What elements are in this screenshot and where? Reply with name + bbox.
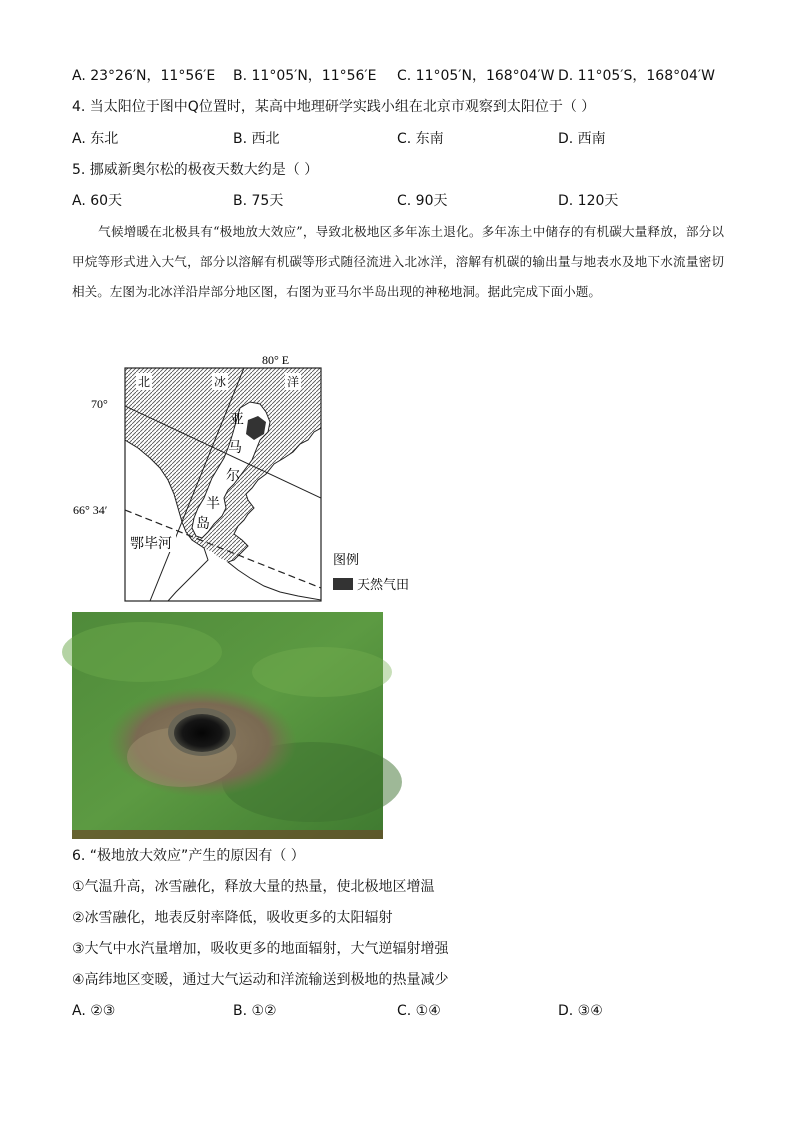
passage-text: 气候增暖在北极具有“极地放大效应”，导致北极地区多年冻土退化。多年冻土中储存的有机碳大量释放，部分以甲烷等形式进入大气，部分以溶解有机碳等形式随径流进入北冰洋，溶解有机碳的输出量与地表水及地下水流量密切相关。左图为北冰洋沿岸部分地区图，右图为亚马尔半岛出现的神秘地洞。据此完成下面小题。 xyxy=(72,224,724,299)
q5-option-d: D. 120天 xyxy=(558,193,619,209)
peninsula-label-2: 马 xyxy=(228,441,242,456)
river-label: 鄂毕河 xyxy=(130,537,172,552)
q5-stem: 5. 挪威新奥尔松的极夜天数大约是（ ） xyxy=(72,162,319,178)
q6-option-a: A. ②③ xyxy=(72,1003,116,1019)
legend-item: 天然气田 xyxy=(357,577,410,592)
q6-item-4: ④高纬地区变暖，通过大气运动和洋流输送到极地的热量减少 xyxy=(72,972,449,988)
reading-passage xyxy=(72,217,724,307)
q6-stem: 6. “极地放大效应”产生的原因有（ ） xyxy=(72,848,305,864)
legend-title: 图例 xyxy=(333,552,360,567)
q5-options xyxy=(72,191,732,211)
lat-label-66: 66° 34′ xyxy=(73,503,108,517)
lon-label-80e: 80° E xyxy=(262,353,290,367)
q4-option-b: B. 西北 xyxy=(233,131,280,147)
arctic-coast-map xyxy=(73,348,428,608)
peninsula-label-3: 尔 xyxy=(226,469,240,484)
ocean-label-3: 洋 xyxy=(287,375,300,389)
q5-option-b: B. 75天 xyxy=(233,193,284,209)
q4-stem: 4. 当太阳位于图中Q位置时，某高中地理研学实践小组在北京市观察到太阳位于（ ） xyxy=(72,99,596,115)
q6-item-1: ①气温升高，冰雪融化，释放大量的热量，使北极地区增温 xyxy=(72,879,435,895)
q6-option-c: C. ①④ xyxy=(397,1003,441,1019)
q4-option-d: D. 西南 xyxy=(558,131,606,147)
q3-option-d: D. 11°05′S，168°04′W xyxy=(558,68,715,84)
q3-option-c: C. 11°05′N，168°04′W xyxy=(397,68,555,84)
q6-item-2: ②冰雪融化，地表反射率降低，吸收更多的太阳辐射 xyxy=(72,910,393,926)
q4-option-a: A. 东北 xyxy=(72,131,119,147)
lat-label-70: 70° xyxy=(91,397,108,411)
legend-swatch xyxy=(333,578,353,590)
q5-option-c: C. 90天 xyxy=(397,193,448,209)
q5-option-a: A. 60天 xyxy=(72,193,123,209)
q6-options xyxy=(72,1001,732,1021)
peninsula-label-5: 岛 xyxy=(196,517,210,532)
yamal-crater-photo xyxy=(72,612,383,839)
peninsula-label-1: 亚 xyxy=(230,413,244,428)
peninsula-label-4: 半 xyxy=(206,497,220,512)
q6-option-b: B. ①② xyxy=(233,1003,277,1019)
ocean-label-2: 冰 xyxy=(214,375,227,389)
ocean-label-1: 北 xyxy=(138,375,151,389)
q4-options xyxy=(72,129,732,149)
q3-option-b: B. 11°05′N，11°56′E xyxy=(233,68,377,84)
q4-option-c: C. 东南 xyxy=(397,131,444,147)
q3-options xyxy=(72,66,732,86)
q3-option-a: A. 23°26′N，11°56′E xyxy=(72,68,216,84)
q6-option-d: D. ③④ xyxy=(558,1003,603,1019)
q6-item-3: ③大气中水汽量增加，吸收更多的地面辐射，大气逆辐射增强 xyxy=(72,941,449,957)
